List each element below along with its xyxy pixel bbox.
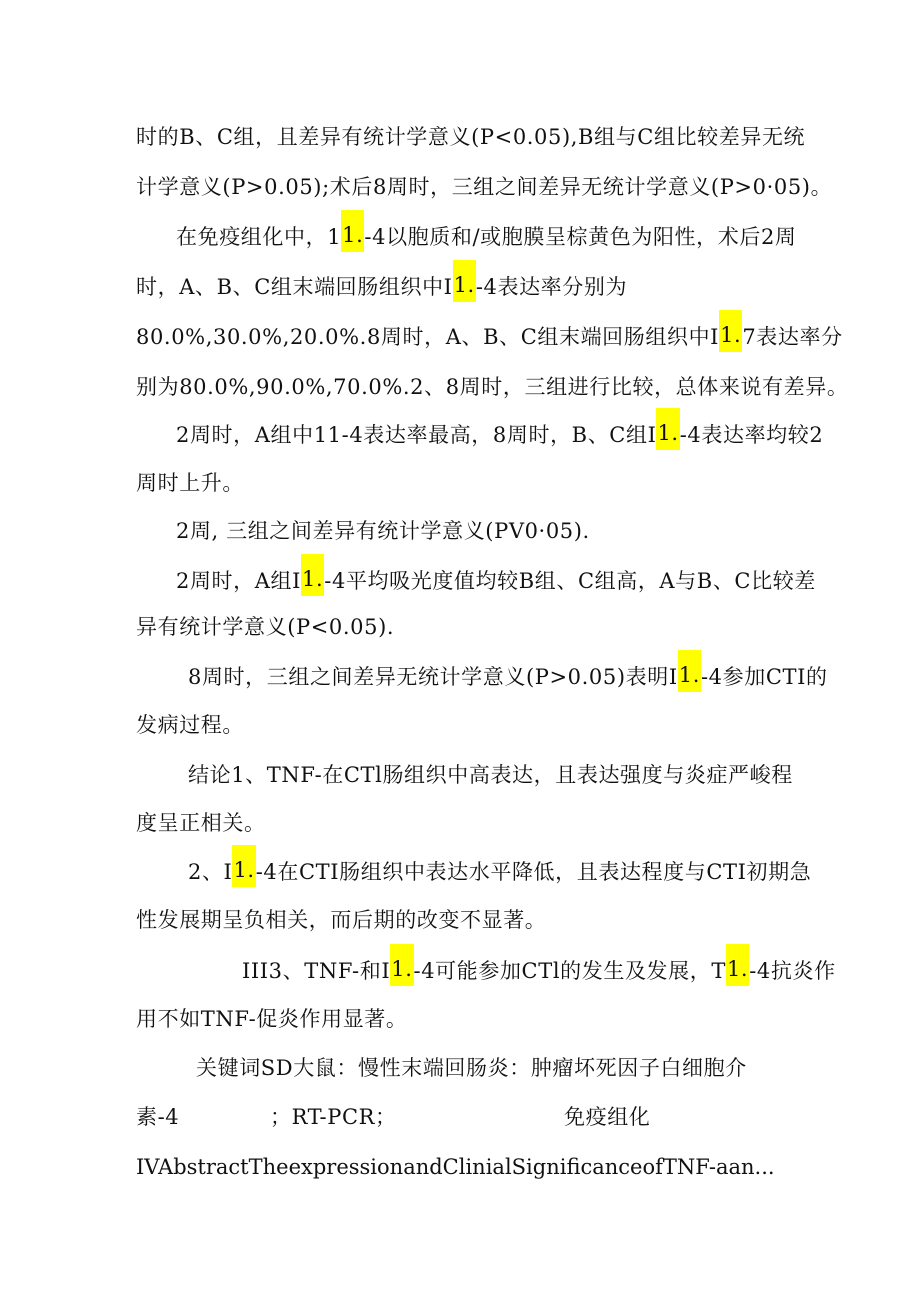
text-line: 计学意义(P>0.05);术后8周时，三组之间差异无统计学意义(P>0·05)。 [136,175,833,199]
text-line: III3、TNF-和I1.-4可能参加CTl的发生及发展，T1.-4抗炎作 [242,956,836,986]
text-line: 性发展期呈负相关，而后期的改变不显著。 [136,908,547,932]
highlight-mark: 1. [390,944,413,986]
text-line: 度呈正相关。 [136,811,266,835]
highlight-mark: 1. [301,554,324,596]
text-line: 80.0%,30.0%,20.0%.8周时，A、B、C组末端回肠组织中I1.7表达率分 [136,322,843,352]
highlight-mark: 1. [453,260,476,302]
text-line: 2周时，A组I1.-4平均吸光度值均较B组、C组高，A与B、C比较差 [176,566,816,596]
text-line: 8周时，三组之间差异无统计学意义(P>0.05)表明I1.-4参加CTI的 [188,662,828,692]
highlight-mark: 1. [719,310,742,352]
abstract-heading: IVAbstractTheexpressionandClinialSignificanceofTNF-aan... [136,1155,775,1179]
text-line: 发病过程。 [136,713,244,737]
keywords-line: 关键词SD大鼠：慢性末端回肠炎：肿瘤坏死因子白细胞介 [196,1056,747,1080]
highlight-mark: 1. [341,210,364,252]
keywords-line: 素-4 ；RT-PCR； 免疫组化 [136,1105,651,1129]
text-line: 结论1、TNF-在CTl肠组织中高表达，且表达强度与炎症严峻程 [188,763,793,787]
text-line: 别为80.0%,90.0%,70.0%.2、8周时，三组进行比较，总体来说有差异。 [136,375,849,399]
text-line: 在免疫组化中，11.-4以胞质和/或胞膜呈棕黄色为阳性，术后2周 [176,222,797,252]
text-line: 2、I1.-4在CTI肠组织中表达水平降低，且表达程度与CTI初期急 [188,857,811,887]
text-line: 异有统计学意义(P<0.05). [136,615,395,639]
highlight-mark: 1. [232,845,255,887]
text-line: 周时上升。 [136,471,244,495]
highlight-mark: 1. [726,944,749,986]
text-line: 时的B、C组，且差异有统计学意义(P<0.05),B组与C组比较差异无统 [136,125,806,149]
highlight-mark: 1. [678,650,701,692]
text-line: 时，A、B、C组末端回肠组织中I1.-4表达率分别为 [136,272,627,302]
highlight-mark: 1. [656,408,679,450]
text-line: 用不如TNF-促炎作用显著。 [136,1007,408,1031]
text-line: 2周时，A组中11-4表达率最高，8周时，B、C组I1.-4表达率均较2 [176,420,823,450]
text-line: 2周, 三组之间差异有统计学意义(PV0·05). [176,519,590,543]
